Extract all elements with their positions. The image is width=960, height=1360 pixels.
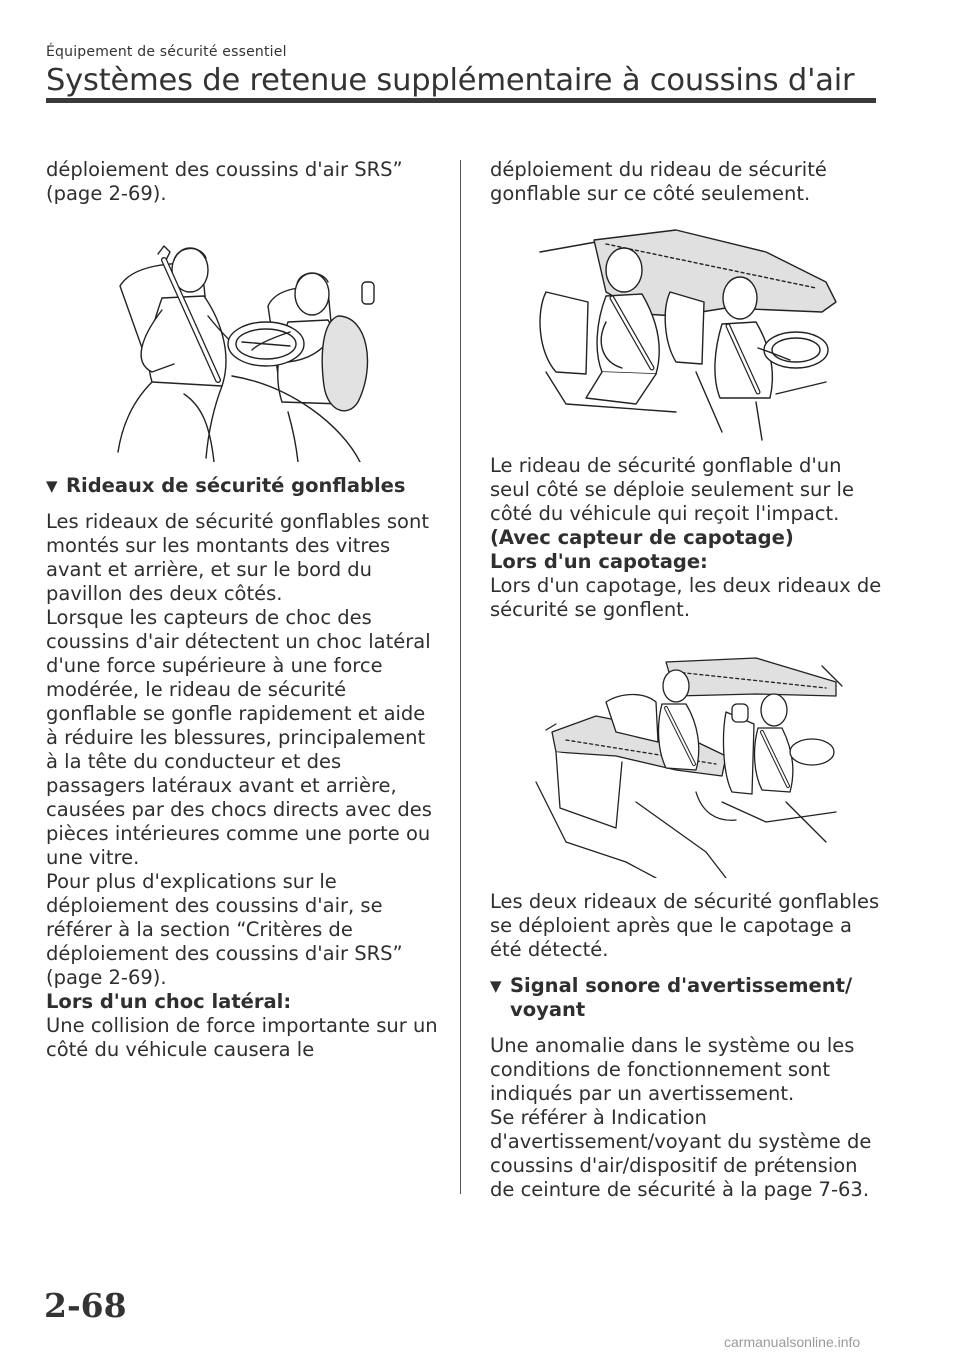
left-column xyxy=(46,158,438,1062)
column-divider xyxy=(460,160,461,1194)
front-airbags-illustration xyxy=(92,226,392,462)
subheading-rollover-sensor: (Avec capteur de capotage) xyxy=(490,526,794,549)
paragraph: déploiement du rideau de sécurité gonflable sur ce côté seulement. xyxy=(490,158,827,205)
paragraph: Les deux rideaux de sécurité gonflables se déploient après que le capotage a été détecté. xyxy=(490,890,880,961)
both-curtains-illustration xyxy=(526,652,846,878)
paragraph: Lorsque les capteurs de choc des coussins d'air détectent un choc latéral d'une force supérieure à une force modérée, le rideau de sécurité gonflable se gonfle rapidement et aide à réduire les blessures, principalement à la tête du conducteur et des passagers latéraux avant et arrière, causées par des chocs directs avec des pièces intérieures comme une porte ou une vitre. xyxy=(46,606,432,869)
right-column xyxy=(490,158,882,1202)
figure-single-side-curtain xyxy=(490,222,882,442)
page-number: 2-68 xyxy=(44,1286,127,1325)
page-header xyxy=(46,44,878,100)
watermark: carmanualsonline.info xyxy=(724,1334,861,1350)
section-label: Équipement de sécurité essentiel xyxy=(46,44,287,60)
header-rule xyxy=(46,98,876,103)
triangle-marker-icon: ▼ xyxy=(46,477,58,495)
chapter-title: Systèmes de retenue supplémentaire à coussins d'air xyxy=(46,63,855,98)
triangle-marker-icon: ▼ xyxy=(490,977,502,995)
figure-front-airbags xyxy=(46,226,438,462)
section-heading-curtain-airbags: ▼ Rideaux de sécurité gonflables xyxy=(46,474,406,497)
paragraph: Se référer à Indication d'avertissement/voyant du système de coussins d'air/dispositif de prétension de ceinture de sécurité à la page 7-63. xyxy=(490,1106,872,1201)
single-side-curtain-illustration xyxy=(526,222,846,442)
paragraph: déploiement des coussins d'air SRS” (page 2-69). xyxy=(46,158,403,205)
paragraph: Le rideau de sécurité gonflable d'un seul côté se déploie seulement sur le côté du véhicule qui reçoit l'impact. xyxy=(490,454,854,525)
figure-both-curtains xyxy=(490,652,882,878)
paragraph: Une collision de force importante sur un côté du véhicule causera le xyxy=(46,1014,438,1061)
section-heading-warning-signal: ▼ Signal sonore d'avertissement/ voyant xyxy=(490,974,853,1021)
subheading-side-impact: Lors d'un choc latéral: xyxy=(46,990,292,1013)
paragraph: Pour plus d'explications sur le déploiement des coussins d'air, se référer à la section “Critères de déploiement des coussins d'air SRS” (page 2-69). xyxy=(46,870,403,989)
subheading-rollover: Lors d'un capotage: xyxy=(490,550,708,573)
paragraph: Les rideaux de sécurité gonflables sont montés sur les montants des vitres avant et arrière, et sur le bord du pavillon des deux côtés. xyxy=(46,510,429,605)
paragraph: Une anomalie dans le système ou les conditions de fonctionnement sont indiqués par un avertissement. xyxy=(490,1034,855,1105)
paragraph: Lors d'un capotage, les deux rideaux de sécurité se gonflent. xyxy=(490,574,882,621)
